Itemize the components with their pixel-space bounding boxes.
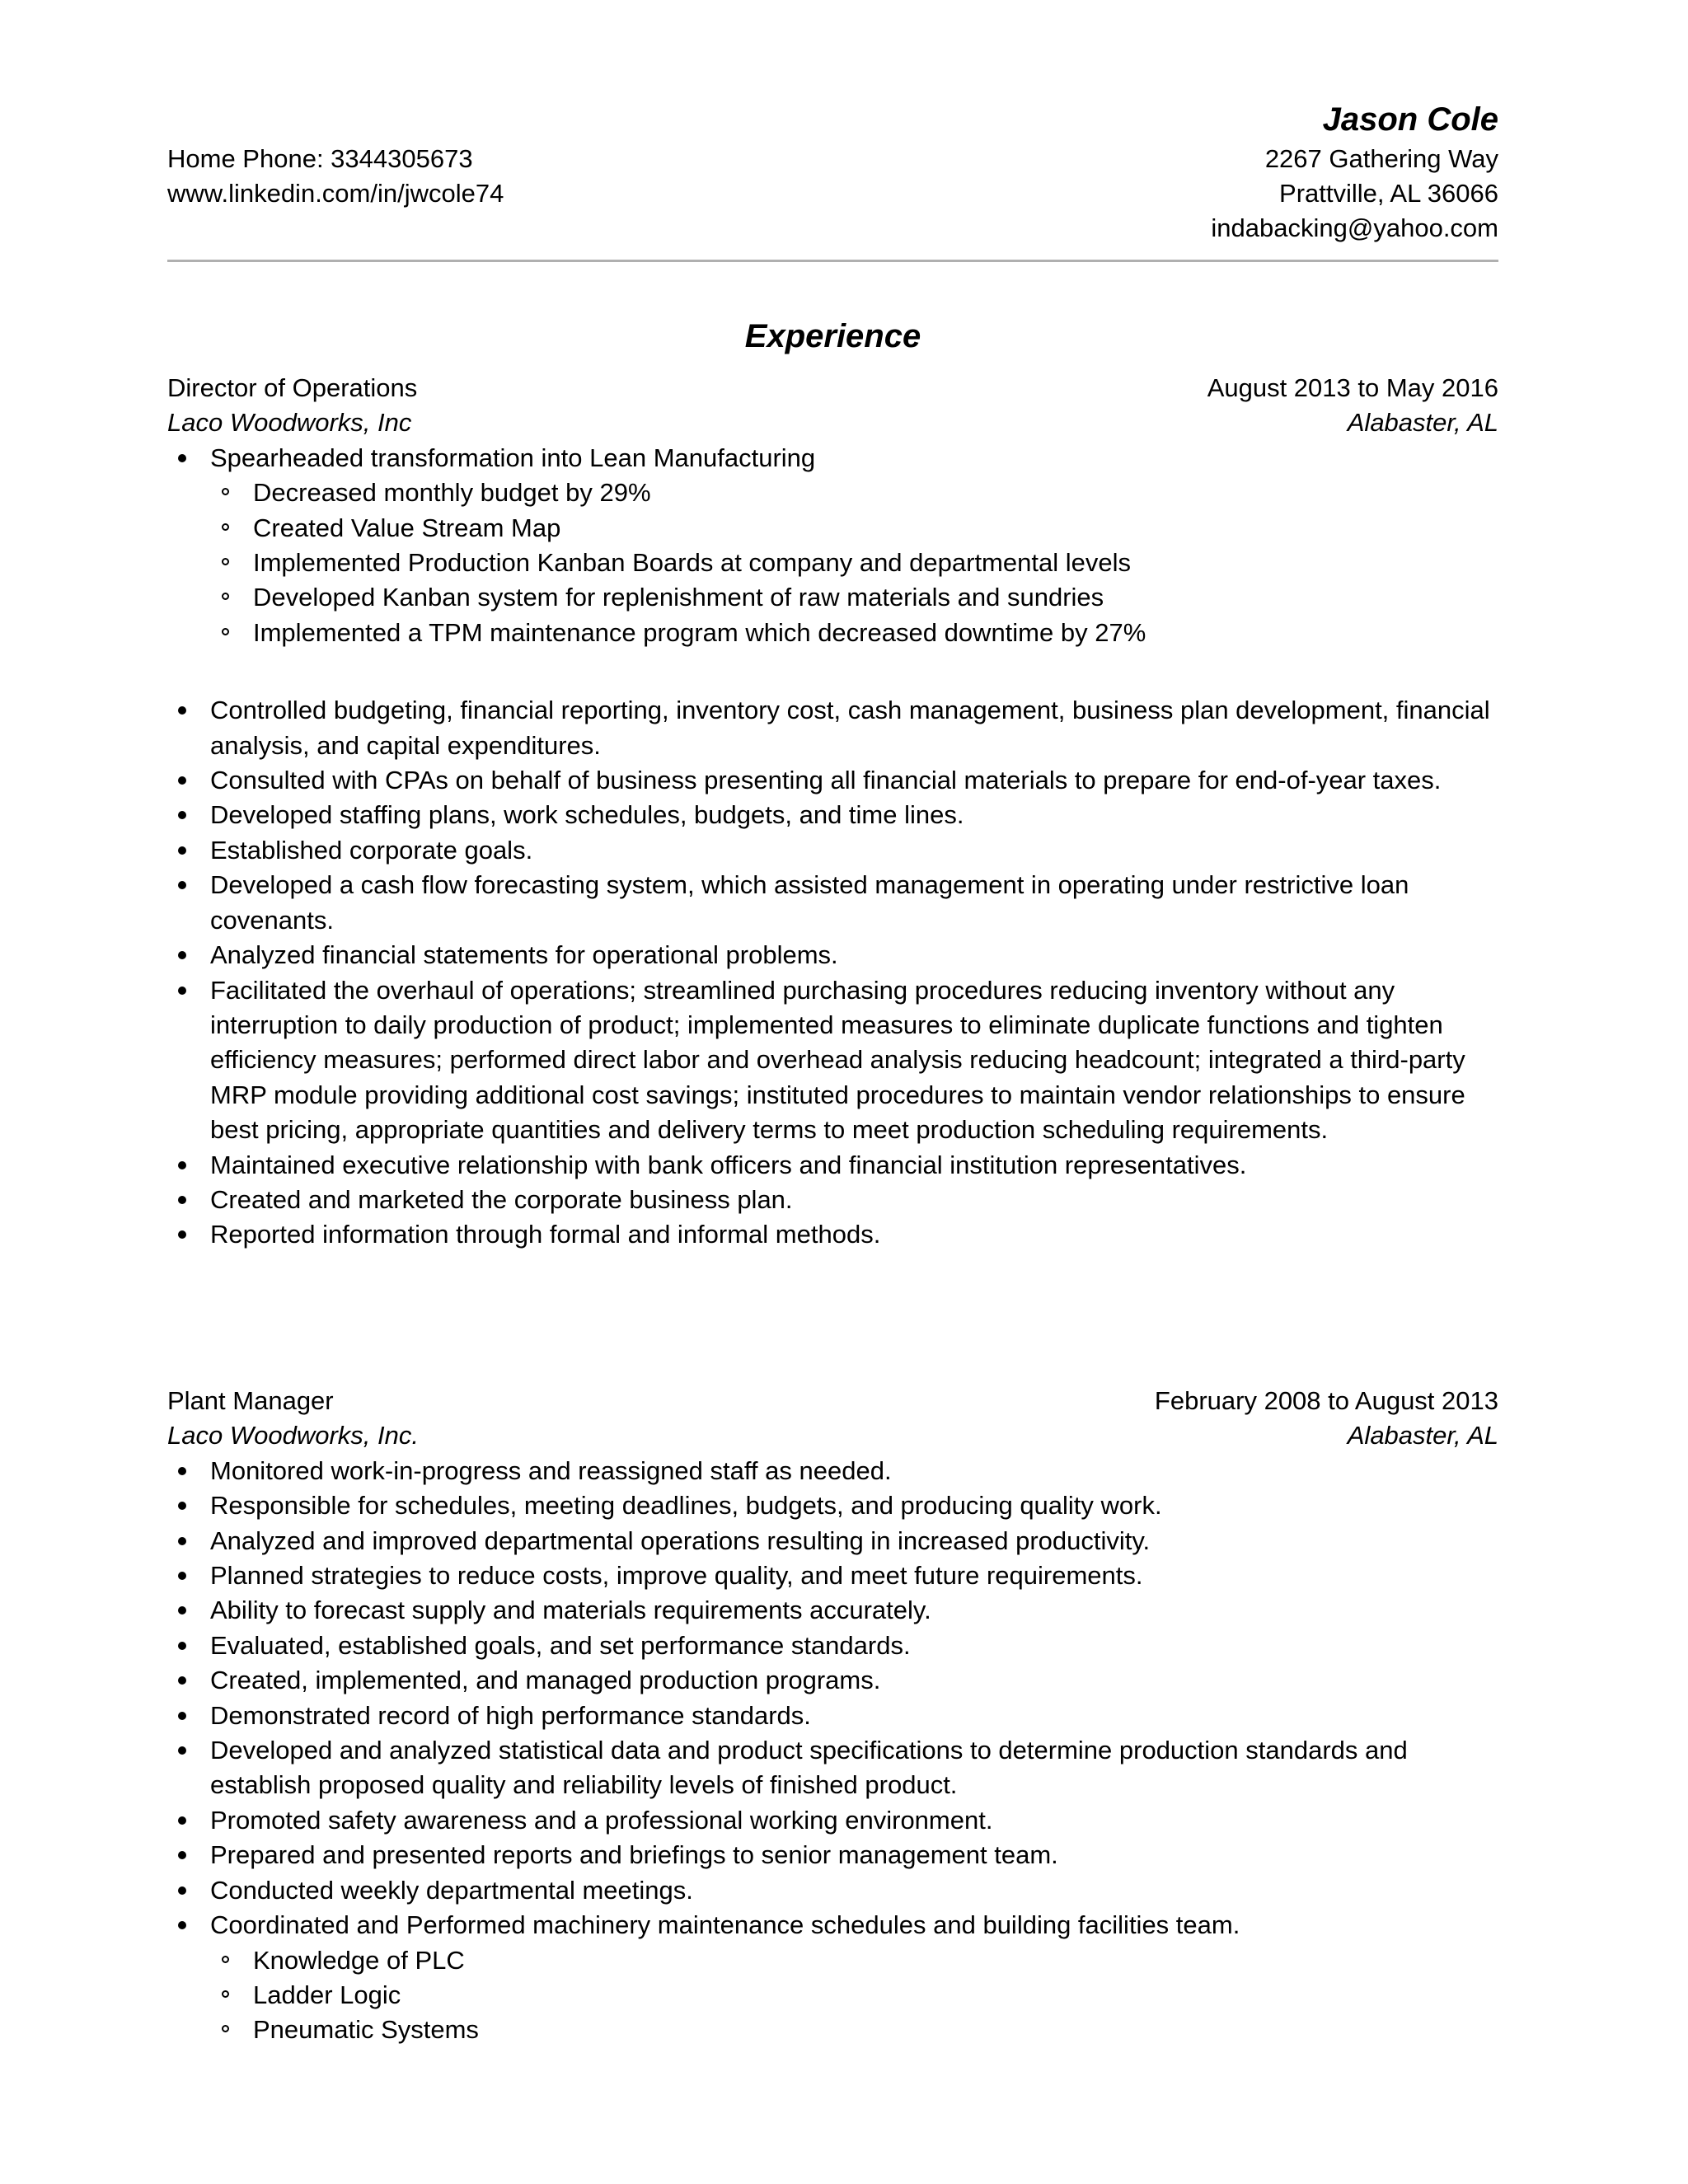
sub-bullet-item: Implemented Production Kanban Boards at company and departmental levels [210, 546, 1498, 580]
bullet-item: Analyzed and improved departmental operations resulting in increased productivity. [167, 1524, 1498, 1558]
sub-bullet-item: Decreased monthly budget by 29% [210, 476, 1498, 510]
sub-bullet-item: Pneumatic Systems [210, 2013, 1498, 2047]
bullet-text: Spearheaded transformation into Lean Manufacturing [210, 443, 816, 472]
job-bullets [167, 1454, 1498, 2048]
resume-page [167, 97, 1498, 2045]
bullet-item: Facilitated the overhaul of operations; streamlined purchasing procedures reducing inventory without any interruption to daily production of product; implemented measures to eliminate duplicate functions and tighten efficiency measures; performed direct labor and overhead analysis reducing headcount; integrated a third-party MRP module providing additional cost savings; instituted procedures to maintain vendor relationships to ensure best pricing, appropriate quantities and delivery terms to meet production scheduling requirements. [167, 973, 1498, 1148]
bullet-item: Created, implemented, and managed production programs. [167, 1663, 1498, 1698]
spacer [167, 650, 1498, 693]
job-company: Laco Woodworks, Inc. [167, 1421, 419, 1451]
job-location: Alabaster, AL [1347, 1421, 1498, 1451]
job-title: Plant Manager [167, 1386, 334, 1415]
home-phone: Home Phone: 3344305673 [167, 144, 473, 173]
sub-bullets-maintenance [210, 1943, 1498, 2048]
bullet-item [167, 441, 1498, 650]
sub-bullets-lean [210, 476, 1498, 650]
bullet-item: Prepared and presented reports and briefings to senior management team. [167, 1838, 1498, 1872]
email-link[interactable]: indabacking@yahoo.com [1211, 213, 1498, 242]
job-company: Laco Woodworks, Inc [167, 408, 412, 438]
job-dates: August 2013 to May 2016 [1207, 373, 1498, 402]
job-title-row [167, 1384, 1498, 1418]
job-entry-director [167, 371, 1498, 1253]
job-company-row [167, 405, 1498, 440]
bullet-item: Maintained executive relationship with bank officers and financial institution representatives. [167, 1148, 1498, 1183]
job-entry-plant-manager [167, 1384, 1498, 2048]
job-location: Alabaster, AL [1347, 408, 1498, 438]
job-company-row [167, 1418, 1498, 1453]
job-dates: February 2008 to August 2013 [1154, 1386, 1498, 1415]
bullet-item: Demonstrated record of high performance standards. [167, 1699, 1498, 1733]
bullet-item: Ability to forecast supply and materials requirements accurately. [167, 1593, 1498, 1628]
job-bullets-lean [167, 441, 1498, 650]
bullet-item: Monitored work-in-progress and reassigned staff as needed. [167, 1454, 1498, 1488]
address-line-1: 2267 Gathering Way [1264, 144, 1498, 173]
bullet-item: Established corporate goals. [167, 833, 1498, 868]
resume-header [167, 97, 1498, 252]
linkedin-link[interactable]: www.linkedin.com/in/jwcole74 [167, 179, 504, 208]
bullet-text: Coordinated and Performed machinery maintenance schedules and building facilities team. [210, 1910, 1240, 1940]
sub-bullet-item: Developed Kanban system for replenishment of raw materials and sundries [210, 580, 1498, 615]
candidate-name: Jason Cole [1322, 101, 1498, 138]
bullet-item: Planned strategies to reduce costs, improve quality, and meet future requirements. [167, 1558, 1498, 1593]
bullet-item: Controlled budgeting, financial reporting, inventory cost, cash management, business plan development, financial analysis, and capital expenditures. [167, 693, 1498, 763]
bullet-item [167, 1908, 1498, 2048]
contact-left [167, 142, 504, 211]
bullet-item: Promoted safety awareness and a professional working environment. [167, 1803, 1498, 1838]
section-title-experience: Experience [744, 318, 921, 354]
bullet-item: Reported information through formal and informal methods. [167, 1217, 1498, 1252]
job-title: Director of Operations [167, 373, 418, 402]
bullet-item: Evaluated, established goals, and set performance standards. [167, 1629, 1498, 1663]
job-title-row [167, 371, 1498, 405]
sub-bullet-item: Knowledge of PLC [210, 1943, 1498, 1978]
bullet-item: Analyzed financial statements for operational problems. [167, 938, 1498, 972]
address-line-2: Prattville, AL 36066 [1279, 179, 1498, 208]
job-bullets [167, 693, 1498, 1253]
sub-bullet-item: Implemented a TPM maintenance program which decreased downtime by 27% [210, 616, 1498, 650]
sub-bullet-item: Ladder Logic [210, 1978, 1498, 2013]
header-divider [167, 260, 1498, 262]
sub-bullet-item: Created Value Stream Map [210, 511, 1498, 546]
bullet-item: Developed a cash flow forecasting system, which assisted management in operating under restrictive loan covenants. [167, 868, 1498, 938]
bullet-item: Consulted with CPAs on behalf of business presenting all financial materials to prepare for end-of-year taxes. [167, 763, 1498, 798]
bullet-item: Responsible for schedules, meeting deadlines, budgets, and producing quality work. [167, 1488, 1498, 1523]
contact-right [1211, 142, 1498, 246]
bullet-item: Created and marketed the corporate business plan. [167, 1183, 1498, 1217]
bullet-item: Developed and analyzed statistical data and product specifications to determine production standards and establish proposed quality and reliability levels of finished product. [167, 1733, 1498, 1803]
bullet-item: Developed staffing plans, work schedules, budgets, and time lines. [167, 798, 1498, 832]
bullet-item: Conducted weekly departmental meetings. [167, 1873, 1498, 1908]
